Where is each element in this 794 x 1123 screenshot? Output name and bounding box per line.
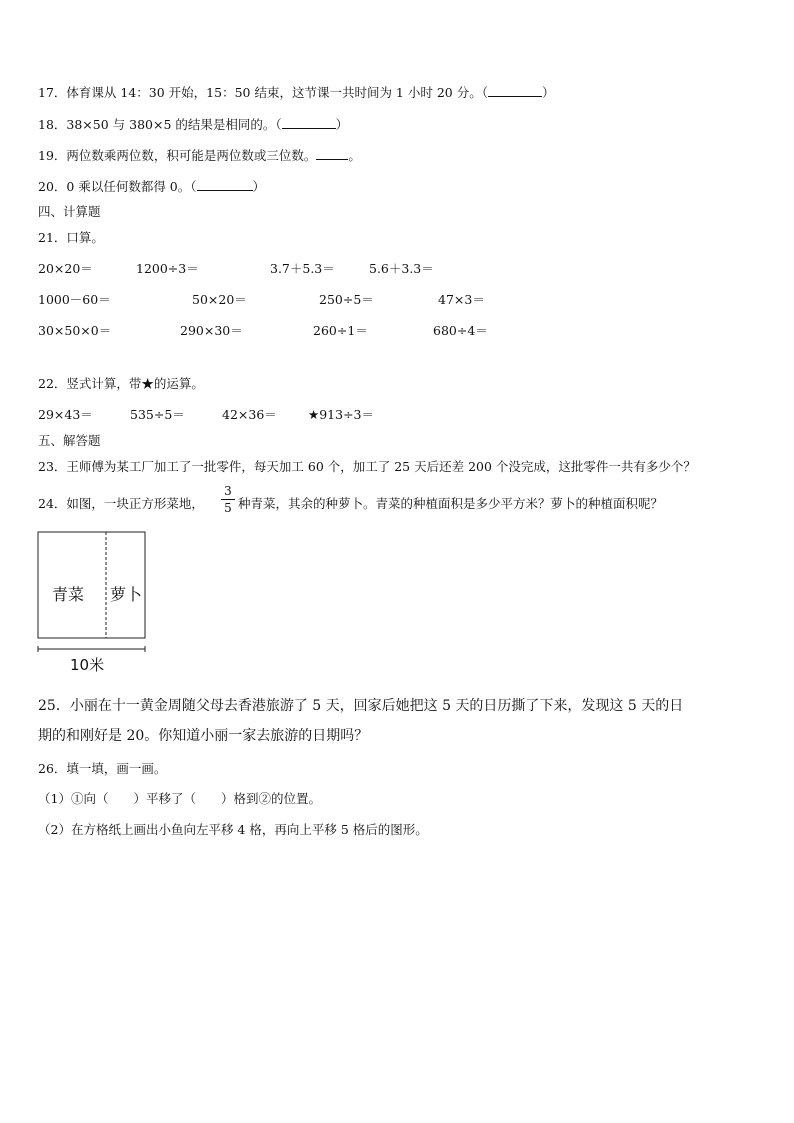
question-23: 23．王师傅为某工厂加工了一批零件，每天加工 60 个，加工了 25 天后还差 200 个没完成，这批零件一共有多少个？ <box>38 459 696 474</box>
fraction-bar <box>221 499 235 500</box>
label-green-vegetable: 青菜 <box>52 585 85 604</box>
question-24-after: 种青菜，其余的种萝卜。青菜的种植面积是多少平方米？萝卜的种植面积呢？ <box>238 496 664 511</box>
label-radish: 萝卜 <box>110 585 143 604</box>
calc-item: 30×50×0＝ <box>38 323 112 338</box>
question-25-line1: 25．小丽在十一黄金周随父母去香港旅游了 5 天，回家后她把这 5 天的日历撕了下来，发现这 5 天的日 <box>38 698 684 714</box>
section-5-title: 五、解答题 <box>38 433 101 448</box>
question-18-text: 18．38×50 与 380×5 的结果是相同的。（ <box>38 117 282 132</box>
answer-blank[interactable] <box>282 116 336 129</box>
fraction-numerator: 3 <box>224 484 232 498</box>
calc-item: 5.6＋3.3＝ <box>369 261 434 276</box>
question-26-part2: （2）在方格纸上画出小鱼向左平移 4 格，再向上平移 5 格后的图形。 <box>38 822 428 837</box>
dimension-label: 10米 <box>70 656 105 674</box>
calc-item: 29×43＝ <box>38 407 93 422</box>
garden-figure <box>36 530 150 676</box>
calc-item: 20×20＝ <box>38 261 93 276</box>
calc-item: 535÷5＝ <box>130 407 185 422</box>
calc-item: 47×3＝ <box>438 292 485 307</box>
question-17-text: 17．体育课从 14：30 开始，15：50 结束，这节课一共时间为 1 小时 20 分。（ <box>38 85 488 100</box>
question-21: 21．口算。 <box>38 230 104 245</box>
section-4-title: 四、计算题 <box>38 204 101 219</box>
question-18-close: ） <box>335 117 349 132</box>
calc-item: 42×36＝ <box>222 407 277 422</box>
calc-item: 1000－60＝ <box>38 292 111 307</box>
question-26-part1: （1）①向（ ）平移了（ ）格到②的位置。 <box>38 791 321 806</box>
question-24-before: 24．如图，一块正方形菜地， <box>38 496 204 511</box>
fraction <box>221 484 235 515</box>
calc-item: 680÷4＝ <box>433 323 488 338</box>
question-20 <box>38 178 265 195</box>
question-22: 22．竖式计算，带★的运算。 <box>38 376 204 391</box>
question-17 <box>38 84 554 101</box>
fraction-denominator: 5 <box>224 501 232 515</box>
calc-item: 250÷5＝ <box>319 292 374 307</box>
answer-blank[interactable] <box>197 178 253 191</box>
answer-blank[interactable] <box>316 147 348 160</box>
question-17-close: ） <box>541 85 555 100</box>
calc-item: 260÷1＝ <box>313 323 368 338</box>
question-20-close: ） <box>252 179 266 194</box>
question-19-close: 。 <box>348 148 361 163</box>
calc-item: 1200÷3＝ <box>136 261 199 276</box>
calc-item: 50×20＝ <box>192 292 247 307</box>
question-19-text: 19．两位数乘两位数，积可能是两位数或三位数。 <box>38 148 317 163</box>
question-18 <box>38 116 348 133</box>
question-19 <box>38 147 361 164</box>
question-25-line2: 期的和刚好是 20。你知道小丽一家去旅游的日期吗？ <box>38 728 369 744</box>
calc-item: 3.7＋5.3＝ <box>270 261 335 276</box>
answer-blank[interactable] <box>488 84 542 97</box>
question-26: 26．填一填，画一画。 <box>38 761 167 776</box>
question-20-text: 20．0 乘以任何数都得 0。（ <box>38 179 197 194</box>
calc-item: 290×30＝ <box>180 323 243 338</box>
calc-item: ★913÷3＝ <box>308 407 374 422</box>
